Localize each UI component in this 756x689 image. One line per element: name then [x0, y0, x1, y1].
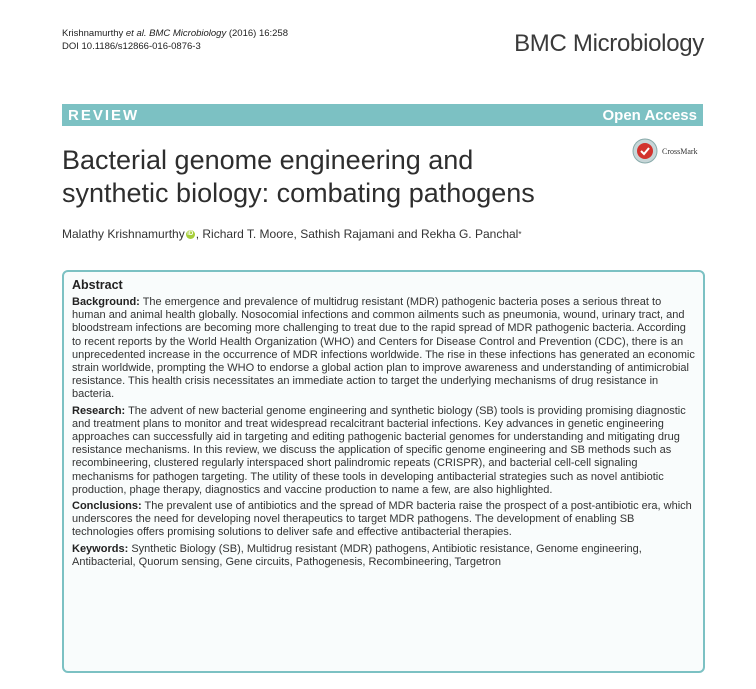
research-label: Research:	[72, 404, 126, 417]
citation-authors: Krishnamurthy	[62, 28, 126, 39]
first-author[interactable]: Malathy Krishnamurthy	[62, 227, 185, 241]
citation	[62, 27, 288, 53]
abstract-keywords	[64, 543, 703, 569]
keywords-text: Synthetic Biology (SB), Multidrug resistant (MDR) pathogens, Antibiotic resistance, Genome engineering, Antibacterial, Quorum sensing, Gene circuits, Pathogenesis, Recombineering, Targetron	[72, 542, 642, 568]
abstract-box	[62, 270, 705, 673]
citation-line	[62, 27, 288, 40]
article-type-band	[62, 104, 703, 126]
crossmark-label: CrossMark	[662, 146, 698, 156]
crossmark-badge[interactable]	[632, 138, 698, 164]
abstract-background	[64, 296, 703, 402]
article-type: REVIEW	[68, 106, 140, 124]
open-access-label: Open Access	[602, 106, 697, 124]
abstract-conclusions	[64, 500, 703, 540]
abstract-research	[64, 405, 703, 497]
crossmark-icon	[632, 138, 658, 164]
orcid-icon[interactable]: iD	[187, 230, 194, 237]
other-authors: , Richard T. Moore, Sathish Rajamani and Rekha G. Panchal	[195, 227, 519, 241]
doi[interactable]: DOI 10.1186/s12866-016-0876-3	[62, 41, 201, 52]
abstract-heading: Abstract	[72, 278, 123, 292]
author-list	[62, 227, 521, 241]
background-text: The emergence and prevalence of multidrug resistant (MDR) pathogenic bacteria poses a serious threat to human and animal health globally. Nosocomial infections and common ailments such as pneumonia, wound, urinary tract, and bloodstream infections are becoming more challenging to treat due to the rapid spread of MDR pathogenic bacteria. According to recent reports by the World Health Organization (WHO) and Centers for Disease Control and Prevention (CDC), there is an unprecedented increase in the occurrence of MDR infections worldwide. The rise in these infections has generated an economic strain worldwide, prompting the WHO to endorse a global action plan to improve awareness and understanding of antimicrobial resistance. This health crisis necessitates an immediate action to target the underlying mechanisms of drug resistance in bacteria.	[72, 296, 695, 401]
background-label: Background:	[72, 296, 140, 308]
keywords-label: Keywords:	[72, 542, 129, 555]
conclusions-text: The prevalent use of antibiotics and the spread of MDR bacteria raise the prospect of a post-antibiotic era, which underscores the need for developing novel therapeutics to target MDR pathogens. The development of enabling SB technologies offers promising solutions to deliver safe and effective antibacterial therapies.	[72, 500, 692, 539]
citation-volume: (2016) 16:258	[226, 28, 288, 39]
research-text: The advent of new bacterial genome engineering and synthetic biology (SB) tools is providing promising diagnostic and treatment plans to monitor and treat widespread recalcitrant bacterial infections. Key advances in genetic engineering approaches can successfully aid in targeting and editing pathogenic bacterial genomes for understanding and mitigating drug resistance mechanisms. In this review, we discuss the application of specific genome engineering and SB methods such as recombineering, clustered regularly interspaced short palindromic repeats (CRISPR), and bacterial cell-cell signaling mechanisms for pathogen targeting. The utility of these tools in developing antibacterial strategies such as novel antibiotic production, phage therapy, diagnostics and vaccine production to name a few, are also highlighted.	[72, 404, 686, 496]
journal-name: BMC Microbiology	[514, 30, 704, 57]
conclusions-label: Conclusions:	[72, 500, 142, 513]
citation-journal: et al. BMC Microbiology	[125, 28, 227, 39]
article-title: Bacterial genome engineering and synthetic biology: combating pathogens	[62, 145, 535, 208]
corresponding-mark: *	[518, 229, 522, 239]
